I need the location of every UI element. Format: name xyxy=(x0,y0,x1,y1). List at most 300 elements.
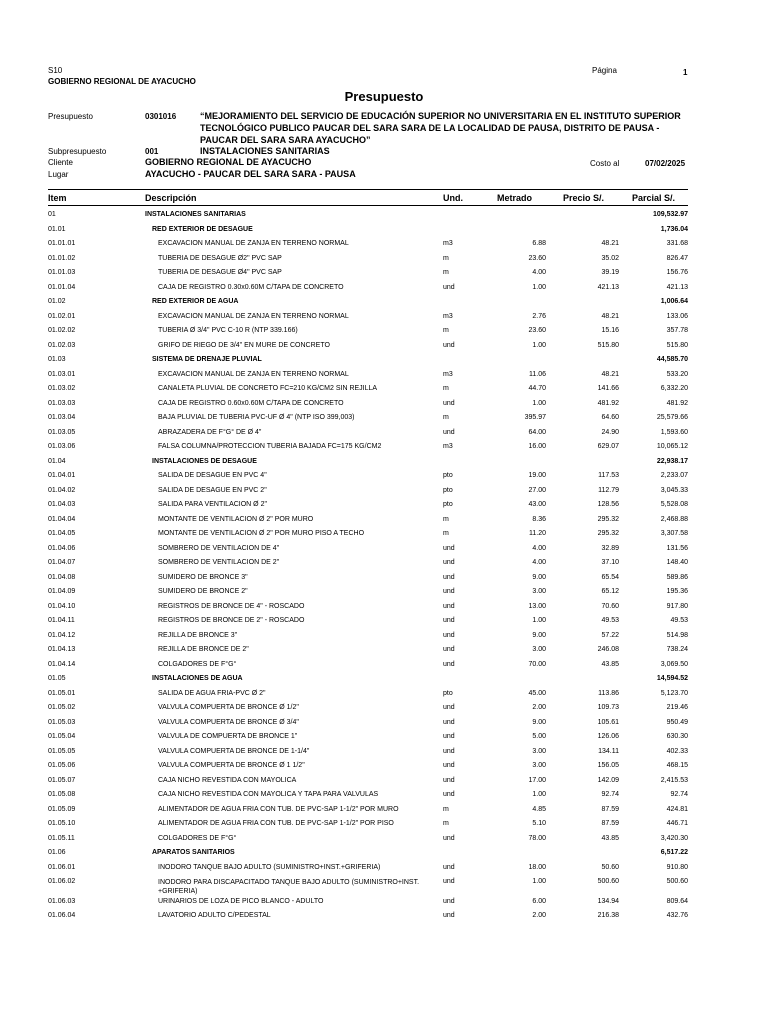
subpresupuesto-description: INSTALACIONES SANITARIAS xyxy=(200,146,330,156)
item-description: VALVULA DE COMPUERTA DE BRONCE 1" xyxy=(158,733,298,740)
page-label: Página xyxy=(592,66,617,75)
item-description: LAVATORIO ADULTO C/PEDESTAL xyxy=(158,912,271,919)
item-metrado: 11.06 xyxy=(529,370,546,378)
item-parcial: 6,332.20 xyxy=(660,385,688,392)
item-unit: und xyxy=(443,863,455,871)
item-code: 01.04.02 xyxy=(48,486,76,494)
item-unit: m xyxy=(443,414,449,421)
item-unit: m xyxy=(443,515,449,523)
item-description: VALVULA COMPUERTA DE BRONCE DE 1-1/4" xyxy=(158,747,310,755)
item-code: 01.04.11 xyxy=(48,617,75,624)
table-row xyxy=(0,762,768,777)
table-row xyxy=(0,588,768,603)
item-unit: pto xyxy=(443,501,453,508)
item-parcial: 10,065.12 xyxy=(656,443,688,450)
item-parcial: 402.33 xyxy=(666,747,688,755)
item-unit: und xyxy=(443,588,455,595)
item-unit: m xyxy=(443,254,449,262)
item-description: SALIDA DE DESAGUE EN PVC 4" xyxy=(158,472,267,479)
item-code: 01.04 xyxy=(48,457,66,465)
item-metrado: 1.00 xyxy=(532,399,546,407)
item-parcial: 6,517.22 xyxy=(660,849,688,856)
item-code: 01.04.01 xyxy=(48,472,76,479)
table-row xyxy=(0,472,768,487)
item-precio: 112.79 xyxy=(598,486,619,494)
cliente-value: GOBIERNO REGIONAL DE AYACUCHO xyxy=(145,157,312,167)
item-precio: 515.80 xyxy=(597,341,619,349)
item-unit: m xyxy=(443,269,449,276)
item-code: 01.05 xyxy=(48,675,66,682)
item-description: SALIDA PARA VENTILACION Ø 2" xyxy=(158,501,267,508)
table-row xyxy=(0,820,768,835)
item-description: REGISTROS DE BRONCE DE 4" - ROSCADO xyxy=(158,602,305,610)
item-code: 01.05.09 xyxy=(48,805,76,813)
item-precio: 141.66 xyxy=(597,385,619,392)
item-precio: 43.85 xyxy=(601,834,619,842)
item-metrado: 3.00 xyxy=(532,588,546,595)
item-unit: m3 xyxy=(443,312,453,320)
table-row xyxy=(0,342,768,357)
item-parcial: 421.13 xyxy=(666,283,688,291)
item-metrado: 18.00 xyxy=(528,863,546,871)
presupuesto-label: Presupuesto xyxy=(48,112,93,121)
item-precio: 117.53 xyxy=(598,472,619,479)
item-description: TUBERIA DE DESAGUE Ø2" PVC SAP xyxy=(158,254,282,262)
item-description: SOMBRERO DE VENTILACION DE 2" xyxy=(158,559,280,566)
item-precio: 15.16 xyxy=(601,327,619,334)
item-parcial: 738.24 xyxy=(666,646,688,653)
item-description: EXCAVACION MANUAL DE ZANJA EN TERRENO NORMAL xyxy=(158,312,349,320)
item-code: 01.05.08 xyxy=(48,791,76,798)
item-parcial: 3,069.50 xyxy=(660,660,688,668)
item-code: 01.03.01 xyxy=(48,370,76,378)
item-precio: 216.38 xyxy=(597,912,619,919)
table-row xyxy=(0,704,768,719)
page-title: Presupuesto xyxy=(344,89,424,104)
item-metrado: 44.70 xyxy=(528,385,546,392)
table-row xyxy=(0,269,768,284)
table-row xyxy=(0,646,768,661)
item-metrado: 2.00 xyxy=(532,704,546,711)
table-row xyxy=(0,864,768,879)
item-parcial: 14,594.52 xyxy=(656,675,688,682)
organization-name: GOBIERNO REGIONAL DE AYACUCHO xyxy=(48,77,196,86)
item-parcial: 22,938.17 xyxy=(656,457,688,465)
item-parcial: 1,006.64 xyxy=(660,298,688,305)
item-metrado: 1.00 xyxy=(532,283,546,291)
item-description: COLGADORES DE F°G° xyxy=(158,834,237,842)
item-metrado: 17.00 xyxy=(528,776,546,784)
item-precio: 113.86 xyxy=(598,689,619,697)
item-parcial: 826.47 xyxy=(666,254,688,262)
item-precio: 134.11 xyxy=(598,747,619,755)
item-metrado: 27.00 xyxy=(528,486,546,494)
item-unit: und xyxy=(443,617,455,624)
item-description: VALVULA COMPUERTA DE BRONCE Ø 1 1/2" xyxy=(158,762,305,769)
item-parcial: 500.60 xyxy=(666,878,688,885)
page-number: 1 xyxy=(683,68,688,77)
item-metrado: 8.36 xyxy=(532,515,546,523)
item-description: BAJA PLUVIAL DE TUBERIA PVC-UF Ø 4" (NTP ISO 399,003) xyxy=(158,414,355,421)
item-metrado: 6.88 xyxy=(532,240,546,247)
item-description: INODORO PARA DISCAPACITADO TANQUE BAJO ADULTO (SUMINISTRO+INST. +GRIFERIA) xyxy=(158,879,420,895)
item-precio: 295.32 xyxy=(597,530,619,537)
item-code: 01.04.04 xyxy=(48,515,76,523)
item-precio: 39.19 xyxy=(601,269,619,276)
item-parcial: 331.68 xyxy=(666,240,688,247)
item-unit: pto xyxy=(443,472,453,479)
item-precio: 246.08 xyxy=(597,646,619,653)
item-description: MONTANTE DE VENTILACION Ø 2" POR MURO xyxy=(158,515,314,523)
item-code: 01.02.03 xyxy=(48,341,76,349)
column-header-und: Und. xyxy=(443,193,463,203)
item-unit: und xyxy=(443,660,455,668)
item-metrado: 4.85 xyxy=(532,805,546,813)
item-code: 01.06 xyxy=(48,849,66,856)
item-unit: und xyxy=(443,399,455,407)
subpresupuesto-code: 001 xyxy=(145,147,159,156)
item-metrado: 13.00 xyxy=(528,602,546,610)
item-description: REJILLA DE BRONCE 3" xyxy=(158,631,238,639)
item-metrado: 4.00 xyxy=(532,559,546,566)
item-metrado: 5.00 xyxy=(532,733,546,740)
item-parcial: 589.86 xyxy=(666,573,688,581)
item-precio: 295.32 xyxy=(597,515,619,523)
item-parcial: 219.46 xyxy=(666,704,688,711)
table-row xyxy=(0,501,768,516)
item-code: 01.04.06 xyxy=(48,544,76,552)
item-parcial: 2,233.07 xyxy=(660,472,688,479)
item-code: 01.05.03 xyxy=(48,718,76,726)
item-description: ALIMENTADOR DE AGUA FRIA CON TUB. DE PVC-SAP 1-1/2" POR PISO xyxy=(158,820,394,827)
item-parcial: 25,579.66 xyxy=(656,414,688,421)
table-row xyxy=(0,371,768,386)
item-parcial: 424.81 xyxy=(666,805,688,813)
item-precio: 126.06 xyxy=(597,733,619,740)
table-row xyxy=(0,429,768,444)
item-code: 01.04.13 xyxy=(48,646,76,653)
section-row xyxy=(0,849,768,864)
item-precio: 65.12 xyxy=(601,588,619,595)
item-code: 01.03.03 xyxy=(48,399,76,407)
item-metrado: 6.00 xyxy=(532,897,546,905)
item-code: 01.04.08 xyxy=(48,573,76,581)
item-description: EXCAVACION MANUAL DE ZANJA EN TERRENO NORMAL xyxy=(158,370,349,378)
presupuesto-code: 0301016 xyxy=(145,112,177,121)
item-parcial: 432.76 xyxy=(666,912,688,919)
item-parcial: 1,593.60 xyxy=(660,428,688,436)
item-code: 01.02 xyxy=(48,298,66,305)
item-code: 01.01.04 xyxy=(48,283,76,291)
table-row xyxy=(0,574,768,589)
item-description: VALVULA COMPUERTA DE BRONCE Ø 3/4" xyxy=(158,718,299,726)
item-parcial: 481.92 xyxy=(666,399,688,407)
item-description: TUBERIA Ø 3/4" PVC C-10 R (NTP 339.166) xyxy=(158,327,298,334)
item-precio: 156.05 xyxy=(597,762,619,769)
item-description: INSTALACIONES SANITARIAS xyxy=(145,211,246,218)
item-unit: und xyxy=(443,428,455,436)
item-precio: 43.85 xyxy=(601,660,619,668)
table-row xyxy=(0,878,768,893)
item-code: 01.05.02 xyxy=(48,704,76,711)
item-precio: 57.22 xyxy=(601,631,619,639)
table-row xyxy=(0,385,768,400)
item-precio: 70.60 xyxy=(601,602,619,610)
item-unit: und xyxy=(443,834,455,842)
item-description: TUBERIA DE DESAGUE Ø4" PVC SAP xyxy=(158,269,282,276)
item-unit: und xyxy=(443,704,455,711)
table-row xyxy=(0,516,768,531)
costo-label: Costo al xyxy=(590,159,620,168)
item-parcial: 446.71 xyxy=(666,820,688,827)
item-precio: 500.60 xyxy=(597,878,619,885)
table-row xyxy=(0,487,768,502)
item-precio: 48.21 xyxy=(601,240,619,247)
item-metrado: 64.00 xyxy=(528,428,546,436)
table-row xyxy=(0,414,768,429)
item-description: CAJA DE REGISTRO 0.30x0.60M C/TAPA DE CONCRETO xyxy=(158,283,344,291)
item-metrado: 78.00 xyxy=(528,834,546,842)
item-description: SOMBRERO DE VENTILACION DE 4" xyxy=(158,544,280,552)
item-metrado: 23.60 xyxy=(528,327,546,334)
item-description: CAJA NICHO REVESTIDA CON MAYOLICA Y TAPA PARA VALVULAS xyxy=(158,791,379,798)
item-metrado: 4.00 xyxy=(532,269,546,276)
item-code: 01.04.03 xyxy=(48,501,76,508)
item-code: 01.06.02 xyxy=(48,878,76,885)
item-unit: m xyxy=(443,530,449,537)
table-row xyxy=(0,733,768,748)
lugar-label: Lugar xyxy=(48,170,69,179)
item-parcial: 109,532.97 xyxy=(652,211,688,218)
item-code: 01.01.02 xyxy=(48,254,76,262)
report-code: S10 xyxy=(48,66,63,75)
item-precio: 421.13 xyxy=(597,283,619,291)
item-description: EXCAVACION MANUAL DE ZANJA EN TERRENO NORMAL xyxy=(158,240,349,247)
item-precio: 105.61 xyxy=(597,718,619,726)
section-row xyxy=(0,675,768,690)
item-code: 01.04.07 xyxy=(48,559,76,566)
column-header-metrado: Metrado xyxy=(497,193,533,203)
item-precio: 109.73 xyxy=(597,704,619,711)
item-parcial: 809.64 xyxy=(666,897,688,905)
item-metrado: 9.00 xyxy=(532,718,546,726)
item-description: SUMIDERO DE BRONCE 3" xyxy=(158,573,248,581)
item-precio: 48.21 xyxy=(601,312,619,320)
item-metrado: 2.00 xyxy=(532,912,546,919)
item-metrado: 5.10 xyxy=(532,820,546,827)
item-precio: 64.60 xyxy=(601,414,619,421)
item-unit: und xyxy=(443,718,455,726)
item-unit: und xyxy=(443,544,455,552)
item-unit: m xyxy=(443,820,449,827)
item-metrado: 9.00 xyxy=(532,573,546,581)
item-metrado: 19.00 xyxy=(528,472,546,479)
item-precio: 65.54 xyxy=(601,573,619,581)
item-unit: und xyxy=(443,762,455,769)
item-code: 01.03.06 xyxy=(48,443,76,450)
item-description: APARATOS SANITARIOS xyxy=(152,849,235,856)
item-code: 01.05.10 xyxy=(48,820,76,827)
table-row xyxy=(0,443,768,458)
item-parcial: 3,307.58 xyxy=(660,530,688,537)
table-row xyxy=(0,912,768,927)
table-row xyxy=(0,255,768,270)
item-metrado: 9.00 xyxy=(532,631,546,639)
item-unit: m xyxy=(443,805,449,813)
item-parcial: 3,045.33 xyxy=(660,486,688,494)
item-parcial: 917.80 xyxy=(666,602,688,610)
item-unit: und xyxy=(443,573,455,581)
item-code: 01.03.02 xyxy=(48,385,76,392)
table-row xyxy=(0,530,768,545)
item-parcial: 1,736.04 xyxy=(660,225,688,233)
item-parcial: 5,123.70 xyxy=(660,689,688,697)
item-parcial: 3,420.30 xyxy=(660,834,688,842)
item-precio: 48.21 xyxy=(601,370,619,378)
item-description: CANALETA PLUVIAL DE CONCRETO FC=210 KG/CM2 SIN REJILLA xyxy=(158,385,378,392)
table-row xyxy=(0,603,768,618)
item-metrado: 1.00 xyxy=(532,878,546,885)
item-precio: 32.89 xyxy=(601,544,619,552)
table-row xyxy=(0,327,768,342)
table-row xyxy=(0,617,768,632)
item-precio: 481.92 xyxy=(597,399,619,407)
table-row xyxy=(0,748,768,763)
item-precio: 629.07 xyxy=(597,443,619,450)
item-code: 01.06.03 xyxy=(48,897,76,905)
item-code: 01.01 xyxy=(48,225,66,233)
item-precio: 87.59 xyxy=(601,820,619,827)
table-row xyxy=(0,545,768,560)
item-code: 01.06.04 xyxy=(48,912,76,919)
item-metrado: 1.00 xyxy=(532,617,546,624)
table-header-bottom-rule xyxy=(48,205,688,206)
item-code: 01.05.01 xyxy=(48,689,76,697)
item-metrado: 3.00 xyxy=(532,747,546,755)
item-description: SALIDA DE AGUA FRIA-PVC Ø 2" xyxy=(158,689,266,697)
item-metrado: 43.00 xyxy=(528,501,546,508)
item-precio: 24.90 xyxy=(601,428,619,436)
table-row xyxy=(0,777,768,792)
item-parcial: 133.06 xyxy=(666,312,688,320)
item-description: REGISTROS DE BRONCE DE 2" - ROSCADO xyxy=(158,617,305,624)
item-unit: pto xyxy=(443,689,453,697)
column-header-parcial: Parcial S/. xyxy=(632,193,676,203)
item-precio: 134.94 xyxy=(597,897,619,905)
table-row xyxy=(0,400,768,415)
column-header-descripcion: Descripción xyxy=(145,193,197,203)
item-unit: und xyxy=(443,602,455,610)
item-metrado: 1.00 xyxy=(532,791,546,798)
item-metrado: 45.00 xyxy=(528,689,546,697)
table-row xyxy=(0,690,768,705)
item-metrado: 395.97 xyxy=(524,414,546,421)
section-row xyxy=(0,356,768,371)
item-description: URINARIOS DE LOZA DE PICO BLANCO - ADULTO xyxy=(158,897,324,905)
table-row xyxy=(0,632,768,647)
item-metrado: 2.76 xyxy=(532,312,546,320)
item-code: 01.02.01 xyxy=(48,312,76,320)
item-unit: und xyxy=(443,341,455,349)
item-unit: und xyxy=(443,646,455,653)
item-code: 01.05.07 xyxy=(48,776,76,784)
item-description: SALIDA DE DESAGUE EN PVC 2" xyxy=(158,486,267,494)
presupuesto-description: “MEJORAMIENTO DEL SERVICIO DE EDUCACIÓN SUPERIOR NO UNIVERSITARIA EN EL INSTITUTO SUPERIOR TECNOLÓGICO PUBLICO PAUCAR DEL SARA SARA DE LA LOCALIDAD DE PAUSA, DISTRITO DE PAUSA - PAUCAR DEL SARA SARA AYACUCHO” xyxy=(200,111,681,145)
item-parcial: 2,415.53 xyxy=(660,776,688,784)
item-description: COLGADORES DE F°G° xyxy=(158,660,237,668)
item-code: 01.04.14 xyxy=(48,660,76,668)
item-unit: und xyxy=(443,776,455,784)
item-description: REJILLA DE BRONCE DE 2" xyxy=(158,646,249,653)
item-description: RED EXTERIOR DE DESAGUE xyxy=(152,225,253,233)
table-row xyxy=(0,791,768,806)
item-parcial: 950.49 xyxy=(666,718,688,726)
item-description: SISTEMA DE DRENAJE PLUVIAL xyxy=(152,356,262,363)
item-parcial: 910.80 xyxy=(666,863,688,871)
item-code: 01.05.04 xyxy=(48,733,76,740)
item-unit: m3 xyxy=(443,370,453,378)
section-row xyxy=(0,458,768,473)
item-metrado: 70.00 xyxy=(528,660,546,668)
section-row xyxy=(0,226,768,241)
item-unit: und xyxy=(443,747,455,755)
subpresupuesto-label: Subpresupuesto xyxy=(48,147,107,156)
table-row xyxy=(0,719,768,734)
item-code: 01.06.01 xyxy=(48,863,76,871)
item-code: 01.05.11 xyxy=(48,834,75,842)
item-description: VALVULA COMPUERTA DE BRONCE Ø 1/2" xyxy=(158,704,299,711)
item-precio: 50.60 xyxy=(601,863,619,871)
item-unit: und xyxy=(443,283,455,291)
item-precio: 87.59 xyxy=(601,805,619,813)
item-description: CAJA DE REGISTRO 0.60x0.60M C/TAPA DE CONCRETO xyxy=(158,399,344,407)
item-code: 01 xyxy=(48,211,56,218)
item-code: 01.03.04 xyxy=(48,414,76,421)
item-unit: und xyxy=(443,559,455,566)
item-description: FALSA COLUMNA/PROTECCION TUBERIA BAJADA FC=175 KG/CM2 xyxy=(158,443,382,450)
item-metrado: 3.00 xyxy=(532,646,546,653)
item-description: MONTANTE DE VENTILACION Ø 2" POR MURO PISO A TECHO xyxy=(158,530,365,537)
table-row xyxy=(0,284,768,299)
item-unit: und xyxy=(443,631,455,639)
item-parcial: 630.30 xyxy=(666,733,688,740)
item-unit: m3 xyxy=(443,240,453,247)
table-row xyxy=(0,806,768,821)
item-parcial: 195.36 xyxy=(666,588,688,595)
item-code: 01.03.05 xyxy=(48,428,76,436)
item-precio: 142.09 xyxy=(597,776,619,784)
section-row xyxy=(0,298,768,313)
item-description: INSTALACIONES DE DESAGUE xyxy=(152,457,257,465)
cliente-label: Cliente xyxy=(48,158,73,167)
item-parcial: 148.40 xyxy=(666,559,688,566)
item-metrado: 3.00 xyxy=(532,762,546,769)
table-row xyxy=(0,898,768,913)
item-parcial: 5,528.08 xyxy=(660,501,688,508)
item-description: RED EXTERIOR DE AGUA xyxy=(152,298,239,305)
column-header-precio: Precio S/. xyxy=(563,193,605,203)
item-parcial: 357.78 xyxy=(666,327,688,334)
item-code: 01.01.01 xyxy=(48,240,76,247)
item-description: ALIMENTADOR DE AGUA FRIA CON TUB. DE PVC-SAP 1-1/2" POR MURO xyxy=(158,805,399,813)
item-code: 01.05.05 xyxy=(48,747,76,755)
item-code: 01.05.06 xyxy=(48,762,76,769)
item-unit: m xyxy=(443,327,449,334)
item-metrado: 16.00 xyxy=(528,443,546,450)
item-precio: 92.74 xyxy=(601,791,619,798)
item-unit: pto xyxy=(443,486,453,494)
item-parcial: 2,468.88 xyxy=(660,515,688,523)
